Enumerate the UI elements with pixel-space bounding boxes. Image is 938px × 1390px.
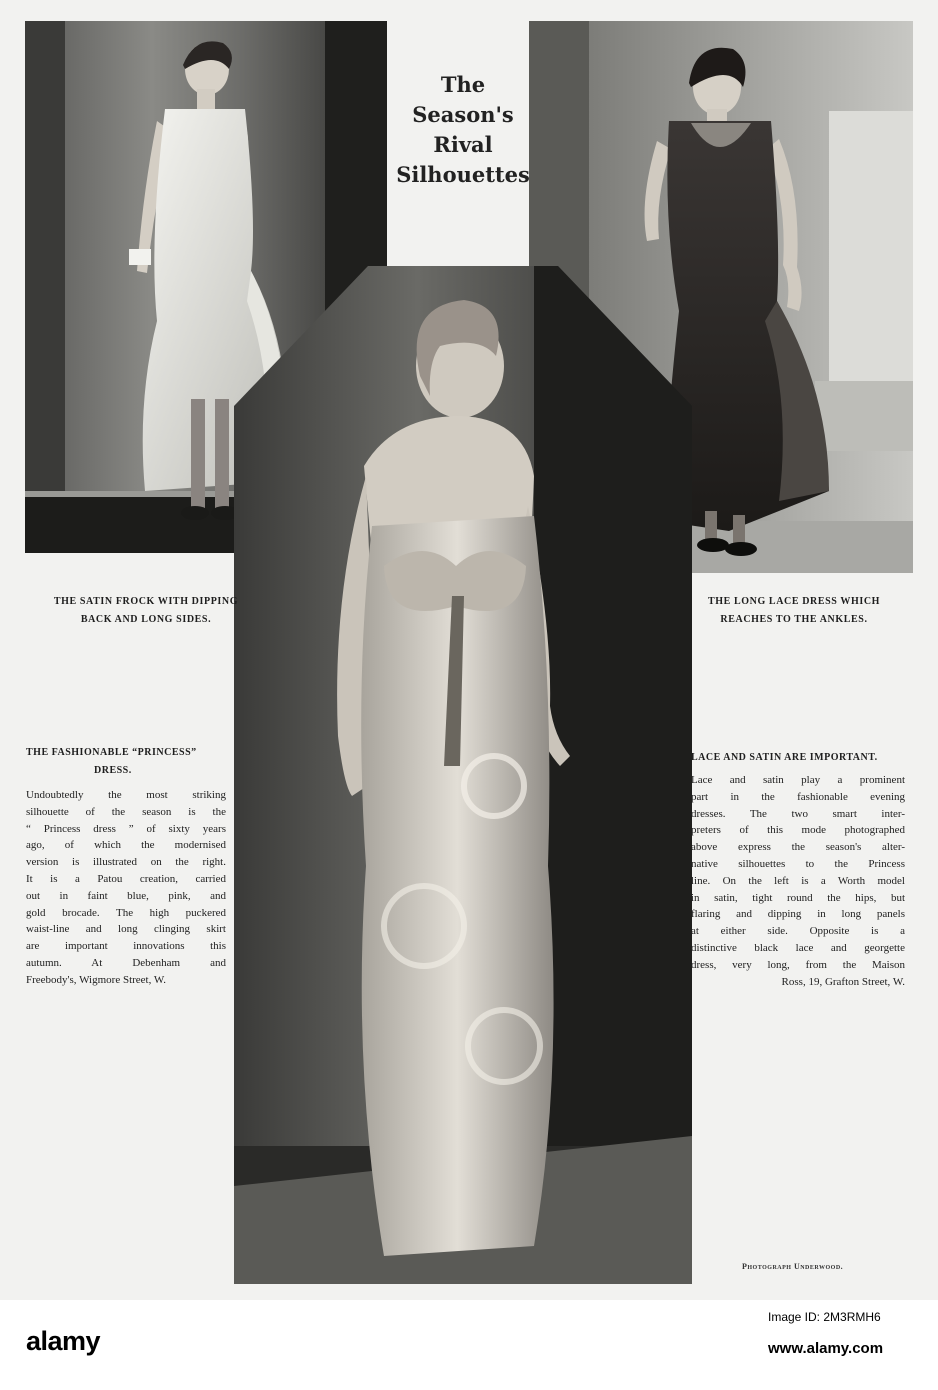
- right-article-heading: [691, 749, 911, 767]
- heading-line: THE FASHIONABLE “PRINCESS”: [26, 747, 197, 758]
- body-line: distinctive black lace and georgette: [691, 941, 905, 954]
- body-line: at either side. Opposite is a: [691, 925, 905, 938]
- body-line: flaring and dipping in long panels: [691, 908, 905, 921]
- caption-line: THE LONG LACE DRESS WHICH: [707, 596, 881, 607]
- body-line: version is illustrated on the right.: [26, 856, 226, 869]
- body-line: native silhouettes to the Princess: [691, 857, 905, 870]
- photo-credit: Photograph Underwood.: [742, 1262, 844, 1271]
- left-photo-caption: [40, 593, 252, 629]
- body-line: Undoubtedly the most striking: [26, 789, 226, 801]
- left-article-heading: [26, 744, 236, 780]
- caption-line: THE SATIN FROCK WITH DIPPING: [53, 596, 239, 607]
- body-line: Ross, 19, Grafton Street, W.: [781, 975, 905, 988]
- title-line: Silhouettes: [396, 162, 530, 187]
- heading-line: DRESS.: [94, 765, 132, 776]
- title-line: Rival: [433, 132, 493, 157]
- right-photo-caption: [694, 593, 894, 629]
- stock-url[interactable]: www.alamy.com: [768, 1340, 884, 1357]
- body-line: part in the fashionable evening: [691, 790, 905, 803]
- body-line: Freebody's, Wigmore Street, W.: [26, 973, 167, 986]
- page-title: [388, 70, 538, 190]
- heading-line: LACE AND SATIN ARE IMPORTANT.: [691, 752, 878, 763]
- body-line: “ Princess dress ” of sixty years: [26, 822, 226, 835]
- body-line: autumn. At Debenham and: [26, 956, 226, 969]
- stock-image-id: Image ID: 2M3RMH6: [768, 1310, 881, 1324]
- caption-line: BACK AND LONG SIDES.: [80, 614, 212, 625]
- body-line: above express the season's alter-: [691, 841, 905, 854]
- right-article-body: [691, 772, 905, 990]
- left-article-body: [26, 787, 226, 989]
- body-line: preters of this mode photographed: [691, 824, 905, 837]
- body-line: Lace and satin play a prominent: [691, 774, 905, 786]
- body-line: ago, of which the modernised: [26, 839, 226, 852]
- body-line: gold brocade. The high puckered: [26, 906, 226, 919]
- body-line: It is a Patou creation, carried: [26, 872, 226, 885]
- body-line: in satin, tight round the hips, but: [691, 891, 905, 904]
- body-line: line. On the left is a Worth model: [691, 874, 905, 887]
- body-line: waist-line and long clinging skirt: [26, 923, 226, 936]
- title-line: The: [440, 72, 486, 97]
- body-line: dress, very long, from the Maison: [691, 958, 905, 971]
- caption-line: REACHES TO THE ANKLES.: [720, 614, 868, 625]
- body-line: silhouette of the season is the: [26, 805, 226, 818]
- stock-logo: alamy: [26, 1326, 101, 1356]
- body-line: out in faint blue, pink, and: [26, 889, 226, 902]
- body-line: are important innovations this: [26, 940, 226, 953]
- body-line: dresses. The two smart inter-: [691, 807, 905, 820]
- center-photo-princess-dress: [234, 266, 692, 1284]
- title-line: Season's: [412, 102, 514, 127]
